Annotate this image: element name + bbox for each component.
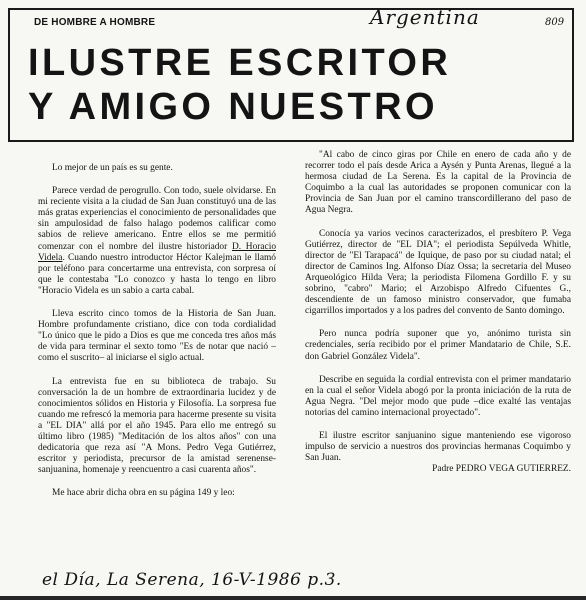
paragraph: Lo mejor de un país es su gente. [52,163,173,173]
paragraph-text: Parece verdad de perogrullo. Con todo, suele olvidarse. En mi reciente visita a la ciudad de San Juan constituyó una de las más gratas experiencias el conocimiento de personalidades que sin ampulosidad de falso halago podemos calificar como sabios de relieve americano. Entre ellos se me permitió comenzar con el nombre del ilustre historiador [38,186,276,252]
section-kicker: DE HOMBRE A HOMBRE [34,17,156,28]
paragraph: Describe en seguida la cordial entrevista con el primer mandatario en la cual el señor Videla abogó por la pronta iniciación de la ruta de Agua Negra. "Del mejor modo que pude –dice exalté las ventajas notorias del camino internacional proyectado". [305,374,571,418]
historian-name: D. Horacio Videla [38,241,277,263]
scan-edge [0,596,586,600]
article-right-column [305,150,571,487]
article-left-column [38,163,276,499]
quoted-paragraph: Pero nunca podría suponer que yo, anónimo turista sin credenciales, sería recibido por el primer Mandatario de Chile, S.E. don Gabriel González Videla". [305,329,571,362]
headline-line-2: Y AMIGO NUESTRO [28,86,438,128]
paragraph: El ilustre escritor sanjuanino sigue manteniendo ese vigoroso impulso de servicio a nuestros dos provincias hermanas Coquimbo y San Juan. [305,430,571,464]
paragraph: La entrevista fue en su biblioteca de trabajo. Su conversación la de un hombre de extraordinaria lucidez y de conocimientos sólidos en Historia y Filosofía. La sorpresa fue cuando me refrescó la memoria para hacerme presente su visita a "EL DIA" allá por el año 1945. Para ello me entregó su último libro (1985) "Meditación de los altos años" con una dedicatoria que reza así "A Mons. Pedro Vega Gutiérrez, escritor y periodista, precursor de la amistad serenense-sanjuanina, homenaje y reencuentro a casi cuarenta años". [38,376,276,476]
headline-line-1: ILUSTRE ESCRITOR [28,42,452,84]
paragraph: Me hace abrir dicha obra en su página 149 y leo: [52,488,235,499]
handwritten-country-note: Argentina [370,5,480,29]
quoted-paragraph: "Al cabo de cinco giras por Chile en enero de cada año y de recorrer todo el país desde Arica a Aysén y Punta Arenas, llegué a la hermosa ciudad de La Serena. Es la capital de la Provincia de Coquimbo a la cual las autoridades se proponen comunicar con la Provincia de San Juan por el camino transcordillerano del paso de Agua Negra. [305,150,571,216]
page-mark: 809 [545,17,565,28]
handwritten-source-note: el Día, La Serena, 16-V-1986 p.3. [42,570,342,590]
quoted-paragraph: Conocía ya varios vecinos caracterizados, el presbítero P. Vega Gutiérrez, director de "EL DIA"; el periodista Sepúlveda Whitle, director de "El Tarapacá" de Iquique, de paso por su ciudad natal; el director de Caminos Ing. Alfonso Díaz Ossa; la secretaria del Museo Arqueológico Hilda Vera; la periodista Filomena Gordillo F. y su sobrino, "cabro" Mario; el Arzobispo Alfredo Cifuentes G., descendiente de un famoso ministro conservador, que fumaba cigarrillos importados y a los padres del convento de Santo domingo. [305,228,571,317]
author-signature: Padre PEDRO VEGA GUTIERREZ. [432,464,571,475]
paragraph-text: . Cuando nuestro introductor Héctor Kalejman le llamó por teléfono para concertarme una entrevista, con sorpresa oí que le contestaba "Lo conozco y hasta lo tengo en libro "Horacio Videla es un sabio a carta cabal. [38,252,276,296]
paragraph: Lleva escrito cinco tomos de la Historia de San Juan. Hombre profundamente cristiano, dice con toda cordialidad "Lo único que le pido a Dios es que me conceda tres años más de vida para terminar el sexto tomo "Es de notar que nació –como el suscrito– al iniciarse el siglo actual. [38,309,276,364]
paragraph [38,186,276,297]
